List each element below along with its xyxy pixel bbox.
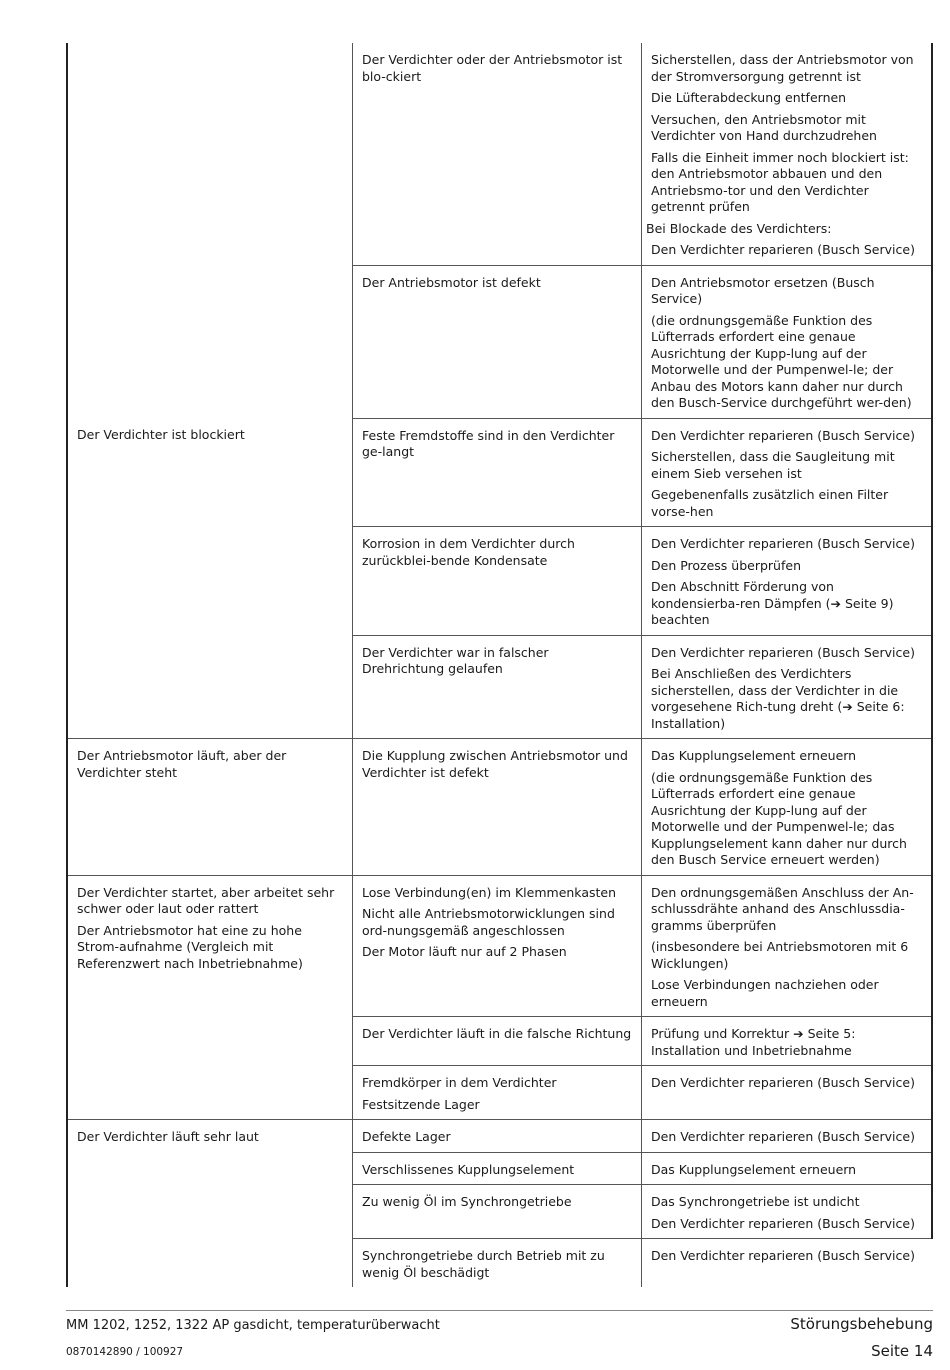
cause-text: Der Antriebsmotor ist defekt — [362, 274, 541, 290]
cause-text: Die Kupplung zwischen Antriebsmotor und Verdichter ist defekt — [362, 748, 628, 780]
remedy-text: Den Verdichter reparieren (Busch Service) — [651, 644, 915, 660]
remedy-text: Den Abschnitt Förderung von kondensierba-ren Dämpfen (➔ Seite 9) beachten — [651, 579, 894, 627]
cause-text: Fremdkörper in dem Verdichter — [362, 1075, 557, 1090]
table-row — [67, 43, 932, 265]
remedy-text: Den Verdichter reparieren (Busch Service) — [651, 1075, 915, 1090]
remedy-text: Den Prozess überprüfen — [651, 557, 801, 573]
symptom-text: Der Verdichter startet, aber arbeitet sehr schwer oder laut oder rattert — [77, 884, 335, 916]
symptom-text: Der Verdichter ist blockiert — [77, 427, 245, 442]
remedy-cell — [642, 1017, 933, 1066]
cause-cell — [353, 265, 642, 418]
remedy-text: Den Verdichter reparieren (Busch Service) — [651, 427, 915, 443]
remedy-text: Falls die Einheit immer noch blockiert ist: den Antriebsmotor abbauen und den Antriebsmo-tor und den Verdichter getrennt prüfen — [651, 149, 909, 214]
remedy-text: Den Verdichter reparieren (Busch Service) — [651, 1129, 915, 1144]
remedy-text: Den Antriebsmotor ersetzen (Busch Service) — [651, 274, 875, 306]
symptom-cell — [67, 1120, 353, 1288]
footer-product: MM 1202, 1252, 1322 AP gasdicht, temperaturüberwacht — [66, 1318, 440, 1333]
remedy-text: Bei Blockade des Verdichters: — [646, 220, 832, 236]
remedy-text: Das Synchrongetriebe ist undicht — [651, 1194, 860, 1209]
table-row — [67, 1120, 932, 1153]
remedy-text: Prüfung und Korrektur ➔ Seite 5: Installation und Inbetriebnahme — [651, 1026, 856, 1058]
symptom-text: Der Verdichter läuft sehr laut — [77, 1129, 259, 1144]
remedy-text: Die Lüfterabdeckung entfernen — [651, 90, 847, 105]
troubleshooting-table — [66, 43, 933, 1287]
cause-text: Korrosion in dem Verdichter durch zurückblei-bende Kondensate — [362, 536, 575, 568]
remedy-text: (die ordnungsgemäße Funktion des Lüfterrads erfordert eine genaue Ausrichtung der Kupp-lung auf der Motorwelle und der Pumpenwel-le; der Anbau des Motors kann daher nur durch den Busch-Service durchgeführt wer-den) — [651, 312, 912, 410]
remedy-text: (die ordnungsgemäße Funktion des Lüfterrads erfordert eine genaue Ausrichtung der Kupp-lung auf der Motorwelle und der Pumpenwel-le; das Kupplungselement kann daher nur durch den Busch Service erneuert werden) — [651, 769, 907, 867]
symptom-cell-empty — [67, 43, 353, 418]
remedy-text: Versuchen, den Antriebsmotor mit Verdichter von Hand durchzudrehen — [651, 111, 877, 143]
remedy-cell — [642, 1185, 933, 1239]
cause-cell — [353, 875, 642, 1017]
symptom-cell — [67, 418, 353, 739]
table-row — [67, 875, 932, 1017]
remedy-text: (insbesondere bei Antriebsmotoren mit 6 Wicklungen) — [651, 939, 909, 971]
remedy-cell — [642, 875, 933, 1017]
remedy-text: Das Kupplungselement erneuern — [651, 1161, 857, 1177]
remedy-text: Gegebenenfalls zusätzlich einen Filter vorse-hen — [651, 487, 889, 519]
table-row — [67, 739, 932, 876]
remedy-text: Lose Verbindungen nachziehen oder erneuern — [651, 977, 879, 1009]
cause-cell — [353, 1017, 642, 1066]
symptom-text: Der Antriebsmotor hat eine zu hohe Strom-aufnahme (Vergleich mit Referenzwert nach Inbetriebnahme) — [77, 922, 303, 971]
cause-cell — [353, 1239, 642, 1288]
remedy-cell — [642, 265, 933, 418]
cause-text: Nicht alle Antriebsmotorwicklungen sind ord-nungsgemäß angeschlossen — [362, 906, 615, 938]
remedy-cell — [642, 635, 933, 739]
remedy-text: Bei Anschließen des Verdichters sicherstellen, dass der Verdichter in die vorgesehene Rich-tung dreht (➔ Seite 6: Installation) — [651, 666, 905, 731]
remedy-cell — [642, 739, 933, 876]
cause-cell — [353, 418, 642, 527]
remedy-text: Den Verdichter reparieren (Busch Service) — [651, 1215, 915, 1231]
cause-cell — [353, 1185, 642, 1239]
cause-cell — [353, 1120, 642, 1153]
cause-text: Festsitzende Lager — [362, 1096, 480, 1112]
remedy-cell — [642, 418, 933, 527]
cause-text: Der Verdichter läuft in die falsche Richtung — [362, 1026, 632, 1041]
cause-text: Synchrongetriebe durch Betrieb mit zu wenig Öl beschädigt — [362, 1248, 605, 1280]
cause-text: Verschlissenes Kupplungselement — [362, 1161, 575, 1177]
cause-cell — [353, 1152, 642, 1185]
remedy-text: Das Kupplungselement erneuern — [651, 748, 857, 763]
symptom-text: Der Antriebsmotor läuft, aber der Verdichter steht — [77, 748, 287, 780]
table-row — [67, 418, 932, 527]
remedy-text: Sicherstellen, dass der Antriebsmotor von der Stromversorgung getrennt ist — [651, 52, 914, 84]
cause-text: Defekte Lager — [362, 1129, 451, 1144]
cause-text: Der Motor läuft nur auf 2 Phasen — [362, 944, 567, 959]
cause-cell — [353, 527, 642, 636]
remedy-cell — [642, 1239, 933, 1288]
cause-cell — [353, 43, 642, 265]
symptom-cell — [67, 739, 353, 876]
remedy-cell — [642, 1120, 933, 1153]
cause-text: Feste Fremdstoffe sind in den Verdichter ge-langt — [362, 427, 615, 459]
cause-cell — [353, 1066, 642, 1120]
cause-text: Der Verdichter oder der Antriebsmotor ist blo-ckiert — [362, 52, 623, 84]
cause-cell — [353, 739, 642, 876]
footer-page-number: Seite 14 — [871, 1342, 933, 1360]
remedy-cell — [642, 1066, 933, 1120]
cause-text: Lose Verbindung(en) im Klemmenkasten — [362, 884, 617, 900]
footer-divider — [66, 1310, 933, 1311]
footer-doc-number: 0870142890 / 100927 — [66, 1346, 184, 1358]
remedy-text: Den Verdichter reparieren (Busch Service) — [651, 1248, 915, 1263]
remedy-text: Den Verdichter reparieren (Busch Service) — [651, 536, 915, 551]
remedy-text: Den Verdichter reparieren (Busch Service) — [651, 242, 915, 257]
remedy-cell — [642, 43, 933, 265]
cause-cell — [353, 635, 642, 739]
remedy-cell — [642, 527, 933, 636]
cause-text: Zu wenig Öl im Synchrongetriebe — [362, 1194, 572, 1209]
cause-text: Der Verdichter war in falscher Drehrichtung gelaufen — [362, 644, 549, 676]
remedy-text: Den ordnungsgemäßen Anschluss der An-schlussdrähte anhand des Anschlussdia-gramms überprüfen — [651, 884, 914, 933]
footer-section: Störungsbehebung — [790, 1315, 933, 1333]
symptom-cell — [67, 875, 353, 1120]
remedy-text: Sicherstellen, dass die Saugleitung mit einem Sieb versehen ist — [651, 449, 895, 481]
remedy-cell — [642, 1152, 933, 1185]
